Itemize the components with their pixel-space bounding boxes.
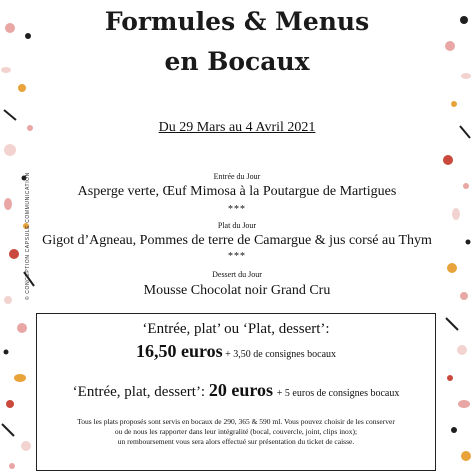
plat-dish: Gigot d’Agneau, Pommes de terre de Camargue & jus corsé au Thym [42,233,432,248]
formula2-label: ‘Entrée, plat, dessert’: [72,384,206,400]
plat-label: Plat du Jour [217,221,257,230]
page-title: Formules & Menus [104,7,370,36]
dessert-label: Dessert du Jour [212,270,262,279]
date-range: Du 29 Mars au 4 Avril 2021 [158,120,316,135]
credit-text: © CONCEPTION CAPSULE COMMUNICATION [25,172,31,300]
formula2-deposit: + 5 euros de consignes bocaux [276,388,400,399]
note-line: un remboursement vous sera alors effectué sur présentation du ticket de caisse. [117,437,355,446]
formula1-label: ‘Entrée, plat’ ou ‘Plat, dessert’: [142,321,330,337]
formula2-line [37,380,435,401]
note-line: Tous les plats proposés sont servis en bocaux de 290, 365 & 590 ml. Vous pouvez choisir de les conserver [77,417,395,426]
separator: *** [228,251,246,262]
formula1-line [37,341,435,362]
separator: *** [228,204,246,215]
pricing-box [36,313,436,471]
formula2-price: 20 euros [208,380,274,400]
entree-label: Entrée du Jour [213,172,261,181]
entree-dish: Asperge verte, Œuf Mimosa à la Poutargue de Martigues [77,184,397,199]
page-subtitle: en Bocaux [164,47,310,76]
dessert-dish: Mousse Chocolat noir Grand Cru [143,283,331,298]
jar-note [41,417,431,447]
formula1-price: 16,50 euros [135,341,223,361]
formula1-deposit: + 3,50 de consignes bocaux [225,349,337,360]
note-line: ou de nous les rapporter dans leur intégralité (bocal, couvercle, joint, clips inox); [114,427,358,436]
